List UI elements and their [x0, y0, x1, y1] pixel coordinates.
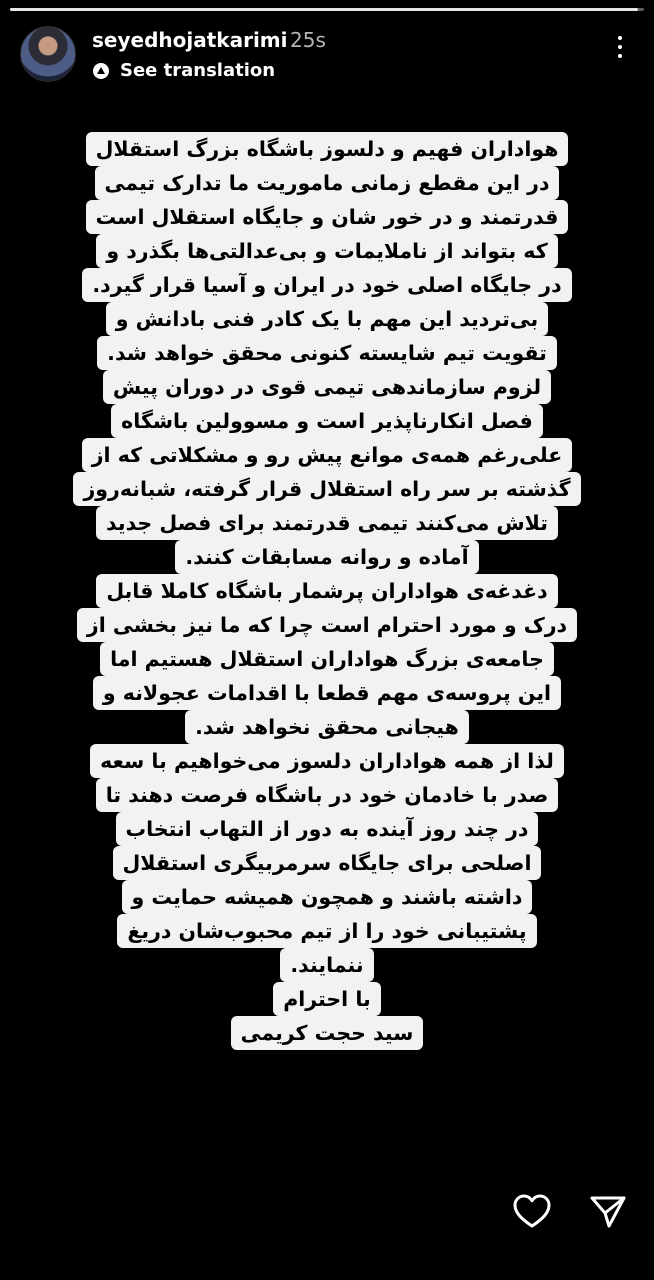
- story-text-line: با احترام: [273, 982, 381, 1016]
- story-text-line: علی‌رغم همه‌ی موانع پیش رو و مشکلاتی که از: [82, 438, 573, 472]
- story-text-line: فصل انکارناپذیر است و مسوولین باشگاه: [111, 404, 543, 438]
- story-text-line: در این مقطع زمانی ماموریت ما تدارک تیمی: [95, 166, 560, 200]
- story-text-line: لذا از همه هواداران دلسوز می‌خواهیم با سعه: [90, 744, 564, 778]
- story-text-line: اصلحی برای جایگاه سرمربیگری استقلال: [113, 846, 542, 880]
- story-text-line: دغدغه‌ی هواداران پرشمار باشگاه کاملا قابل: [96, 574, 557, 608]
- post-time: 25s: [290, 28, 326, 52]
- story-text-line: داشته باشند و همچون همیشه حمایت و: [122, 880, 533, 914]
- story-progress-fill: [10, 8, 638, 11]
- story-text-line: لزوم سازماندهی تیمی قوی در دوران پیش: [103, 370, 551, 404]
- heart-icon[interactable]: [512, 1192, 552, 1232]
- story-actions: [512, 1192, 628, 1232]
- story-text-line: گذشته بر سر راه استقلال قرار گرفته، شبانه‌روز: [73, 472, 580, 506]
- story-text-line: تلاش می‌کنند تیمی قدرتمند برای فصل جدید: [96, 506, 558, 540]
- story-text-line: که بتواند از ناملایمات و بی‌عدالتی‌ها بگذرد و: [96, 234, 557, 268]
- story-text-line: صدر با خادمان خود در باشگاه فرصت دهند تا: [96, 778, 559, 812]
- story-text-line: در چند روز آینده به دور از التهاب انتخاب: [116, 812, 539, 846]
- story-progress-bar: [10, 8, 644, 11]
- story-text-line: ننمایند.: [280, 948, 373, 982]
- story-text-line: در جایگاه اصلی خود در ایران و آسیا قرار گیرد.: [82, 268, 571, 302]
- story-text-line: بی‌تردید این مهم با یک کادر فنی بادانش و: [106, 302, 548, 336]
- translate-icon: [92, 62, 110, 80]
- send-icon[interactable]: [588, 1192, 628, 1232]
- story-header: [20, 26, 634, 86]
- story-text-line: پشتیبانی خود را از تیم محبوب‌شان دریغ: [117, 914, 536, 948]
- story-text-line: آماده و روانه مسابقات کنند.: [175, 540, 478, 574]
- story-text-line: قدرتمند و در خور شان و جایگاه استقلال است: [86, 200, 569, 234]
- story-text-line: تقویت تیم شایسته کنونی محقق خواهد شد.: [97, 336, 557, 370]
- story-text-line: هیجانی محقق نخواهد شد.: [185, 710, 469, 744]
- more-icon[interactable]: [616, 36, 624, 64]
- story-text-block: [40, 132, 614, 1050]
- story-text-line: سید حجت کریمی: [231, 1016, 424, 1050]
- story-text-line: این پروسه‌ی مهم قطعا با اقدامات عجولانه و: [93, 676, 561, 710]
- story-text-line: درک و مورد احترام است چرا که ما نیز بخشی از: [77, 608, 577, 642]
- username[interactable]: seyedhojatkarimi: [92, 28, 288, 52]
- see-translation-label: See translation: [120, 60, 276, 81]
- story-text-line: جامعه‌ی بزرگ هواداران استقلال هستیم اما: [100, 642, 554, 676]
- see-translation-button[interactable]: [92, 60, 275, 81]
- avatar[interactable]: [20, 26, 76, 82]
- story-text-line: هواداران فهیم و دلسوز باشگاه بزرگ استقلال: [86, 132, 569, 166]
